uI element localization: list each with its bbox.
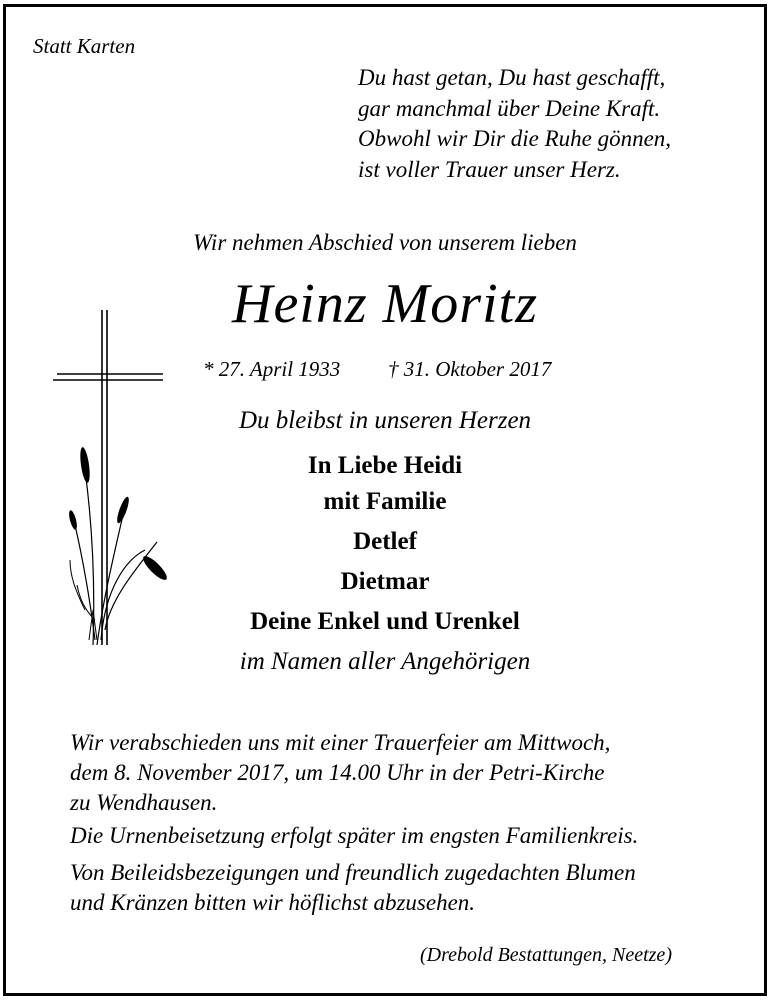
service-line: dem 8. November 2017, um 14.00 Uhr in der Petri-Kirche [70, 760, 605, 785]
signatory-line: mit Familie [323, 488, 447, 515]
poem [358, 63, 671, 185]
poem-line: Obwohl wir Dir die Ruhe gönnen, [358, 126, 672, 151]
poem-line: ist voller Trauer unser Herz. [358, 156, 621, 182]
funeral-home-credit: (Drebold Bestattungen, Neetze) [420, 944, 672, 966]
poem-line: Du hast getan, Du hast geschafft, [358, 65, 666, 90]
signatory-line: Detlef [353, 528, 417, 555]
signatory-line: Deine Enkel und Urenkel [250, 608, 520, 635]
poem-line: gar manchmal über Deine Kraft. [358, 95, 661, 121]
death-date: † 31. Oktober 2017 [388, 357, 552, 381]
motto: Du bleibst in unseren Herzen [238, 407, 532, 434]
birth-date: * 27. April 1933 [203, 357, 341, 381]
service-notice [70, 728, 610, 818]
service-line: Wir verabschieden uns mit einer Trauerfeier am Mittwoch, [70, 730, 611, 755]
statt-karten-label: Statt Karten [33, 34, 136, 58]
deceased-name: Heinz Moritz [232, 273, 538, 335]
signatory-line: Dietmar [340, 568, 430, 595]
condolence-line: und Kränzen bitten wir höflichst abzusehen. [70, 890, 476, 915]
urn-notice: Die Urnenbeisetzung erfolgt später im engsten Familienkreis. [70, 823, 639, 848]
condolence-line: Von Beileidsbezeigungen und freundlich zugedachten Blumen [70, 860, 636, 885]
closing-line: im Namen aller Angehörigen [239, 648, 531, 675]
signatory-line: In Liebe Heidi [307, 452, 463, 479]
intro-text: Wir nehmen Abschied von unserem lieben [193, 230, 577, 255]
condolence-notice [70, 858, 636, 918]
service-line: zu Wendhausen. [70, 790, 218, 815]
